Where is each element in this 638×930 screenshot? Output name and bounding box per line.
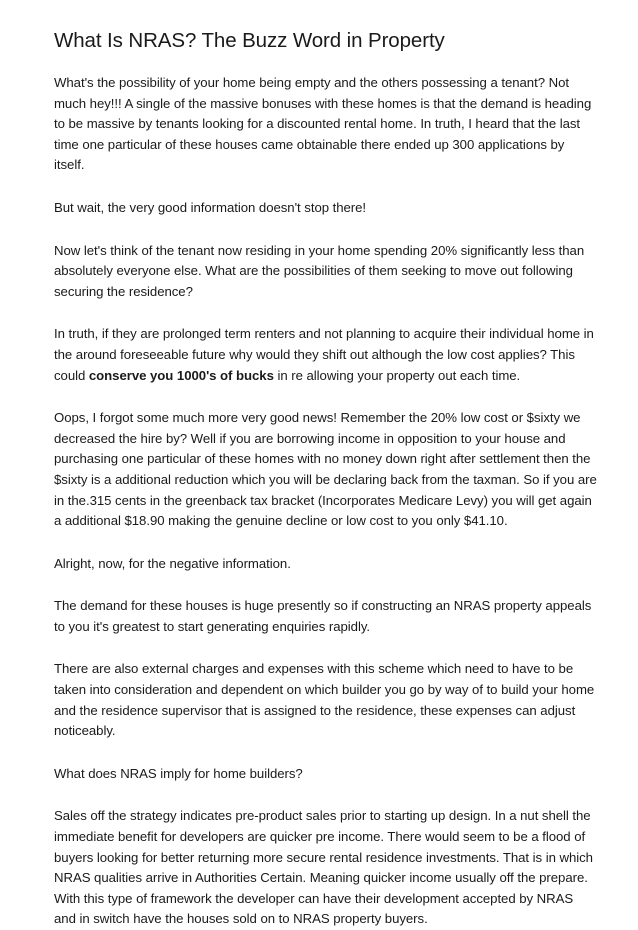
page-title: What Is NRAS? The Buzz Word in Property (54, 29, 445, 52)
paragraph-renters-end: in re allowing your property out each time. (273, 367, 521, 383)
paragraph-good-info: But wait, the very good information doesn't stop there! (54, 199, 367, 215)
paragraph-negative: Alright, now, for the negative information. (54, 555, 291, 571)
paragraph-builders-question: What does NRAS imply for home builders? (54, 765, 303, 781)
paragraph-demand: The demand for these houses is huge presently so if constructing an NRAS property appeals to you it's greatest to start generating enquiries rapidly. (54, 598, 592, 634)
paragraph-tax: Oops, I forgot some much more very good news! Remember the 20% low cost or $sixty we decreased the hire by? Well if you are borrowing income in opposition to your house and purchasing one particular of these homes with no money down right after settlement then the $sixty is a additional reduction which you will be declaring back from the taxman. So if you are in the.315 cents in the greenback tax bracket (Incorporates Medicare Levy) you will get again a additional $18.90 making the genuine decline or low cost to you only $41.10. (54, 410, 597, 529)
paragraph-tenant: Now let's think of the tenant now residing in your home spending 20% significantly less than absolutely everyone else. What are the possibilities of them seeking to move out following securing the residence? (54, 242, 585, 299)
paragraph-renters-text: In truth, if they are prolonged term renters and not planning to acquire their individual home in the around foreseeable future why would they shift out although the low cost applies? This could (54, 326, 594, 383)
paragraph-sales: Sales off the strategy indicates pre-product sales prior to starting up design. In a nut shell the immediate benefit for developers are quicker pre income. There would seem to be a flood of buyers looking for better returning more secure rental residence investments. That is in which NRAS qualities arrive in Authorities Certain. Meaning quicker income usually off the prepare. With this type of framework the developer can have their development accepted by NRAS and in switch have the houses sold on to NRAS property buyers. (54, 808, 593, 927)
bold-emphasis: conserve you 1000's of bucks (88, 367, 274, 383)
paragraph-renters (54, 324, 598, 386)
paragraph-vacancy: What's the possibility of your home being empty and the others possessing a tenant? Not much hey!!! A single of the massive bonuses with these homes is that the demand is heading to be massive by tenants looking for a discounted rental home. In truth, I heard that the last time one particular of these houses came obtainable there ended up 300 applications by itself. (54, 75, 592, 173)
paragraph-charges: There are also external charges and expenses with this scheme which need to have to be taken into consideration and dependent on which builder you go by way of to build your home and the residence supervisor that is assigned to the residence, these expenses can adjust noticeably. (54, 661, 595, 739)
